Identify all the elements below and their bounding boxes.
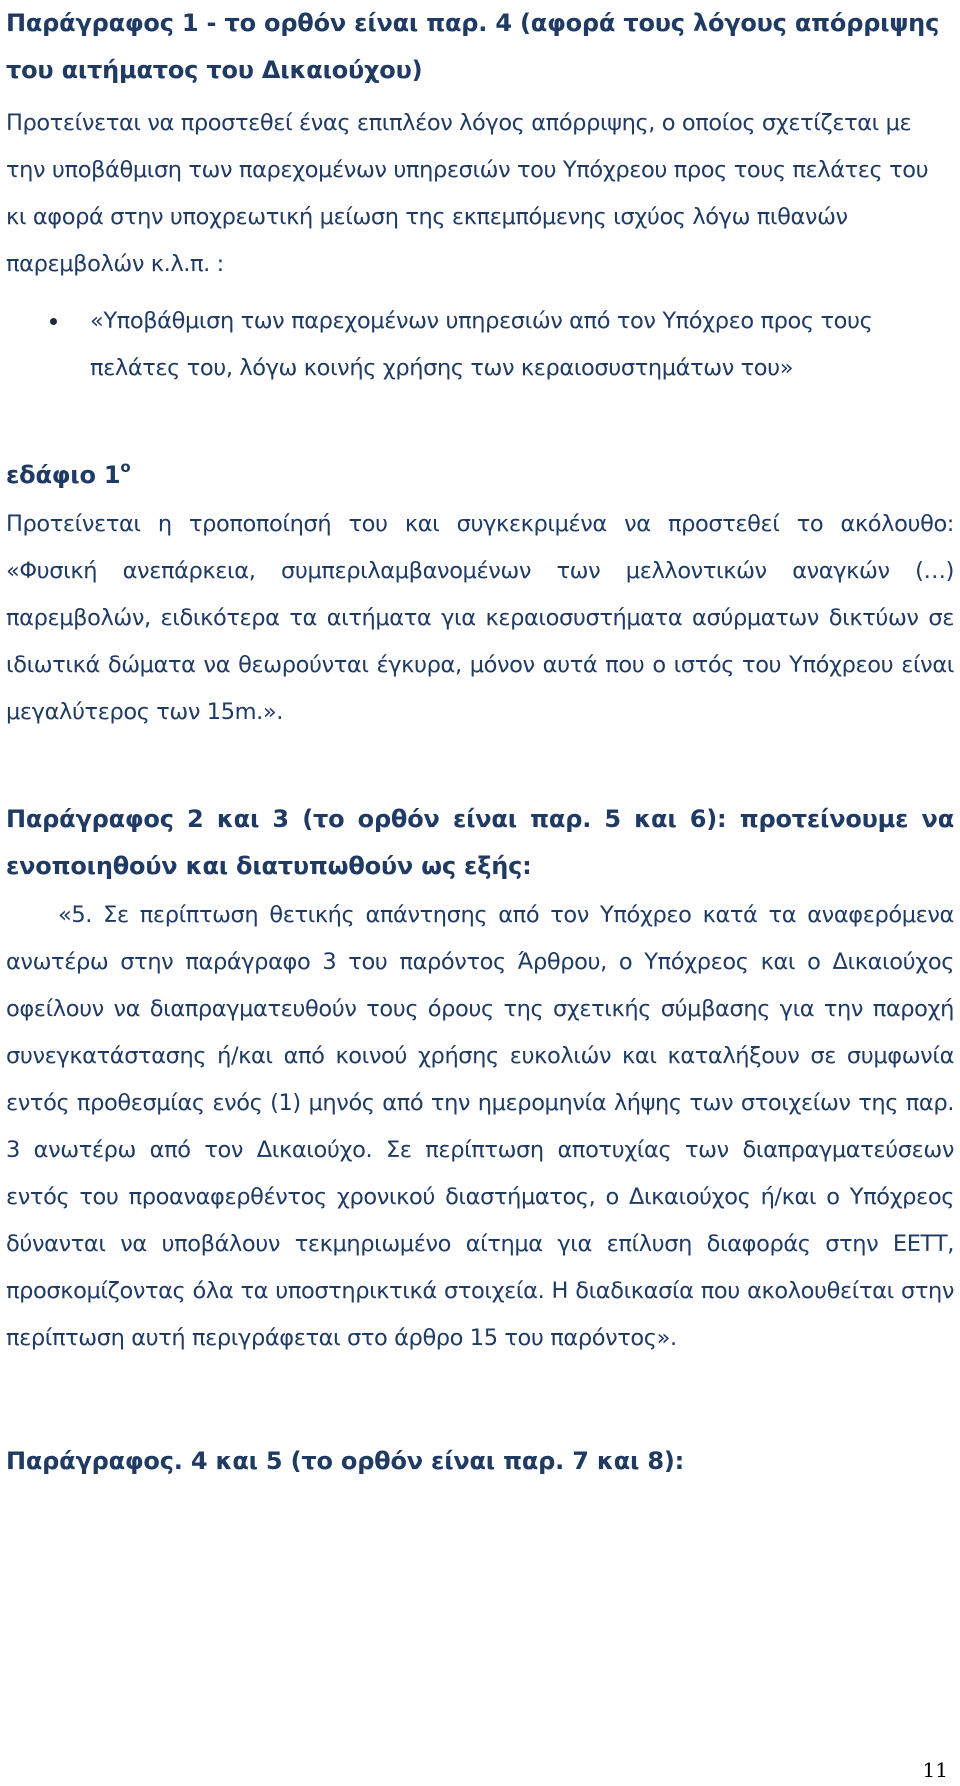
section-2-text: «5. Σε περίπτωση θετικής απάντησης από τον Υπόχρεο κατά τα αναφερόμενα ανωτέρω στην παράγραφο 3 του παρόντος Άρθρου, ο Υπόχρεος και ο Δικαιούχος οφείλουν να διαπραγματευθούν τους όρους της σχετικής σύμβασης για την παροχή συνεγκατάστασης ή/και από κοινού χρήσης ευκολιών και καταλήξουν σε συμφωνία εντός προθεσμίας ενός (1) μηνός από την ημερομηνία λήψης των στοιχείων της παρ. 3 ανωτέρω από τον Δικαιούχο. Σε περίπτωση αποτυχίας των διαπραγματεύσεων εντός του προαναφερθέντος χρονικού διαστήματος, ο Δικαιούχος ή/και ο Υπόχρεος δύνανται να υποβάλουν τεκμηριωμένο αίτημα για επίλυση διαφοράς στην ΕΕΤΤ, προσκομίζοντας όλα τα υποστηρικτικά στοιχεία. Η διαδικασία που ακολουθείται στην περίπτωση αυτή περιγράφεται στο άρθρο 15 του παρόντος». [6, 902, 954, 1351]
bullet-text: «Υποβάθμιση των παρεχομένων υπηρεσιών από τον Υπόχρεο προς τους πελάτες του, λόγω κοινής χρήσης των κεραιοσυστημάτων του» [90, 308, 873, 381]
document-page [6, 0, 954, 1485]
page-number: 11 [922, 1758, 948, 1782]
section-heading-paragraph-4-5: Παράγραφος. 4 και 5 (το ορθόν είναι παρ. 7 και 8): [6, 1447, 684, 1475]
bullet-icon [50, 318, 57, 325]
subsection-text: Προτείνεται η τροποποίησή του και συγκεκριμένα να προστεθεί το ακόλουθο: «Φυσική ανεπάρκεια, συμπεριλαμβανομένων των μελλοντικών αναγκών (…) παρεμβολών, ειδικότερα τα αιτήματα για κεραιοσυστήματα ασύρματων δικτύων σε ιδιωτικά δώματα να θεωρούνται έγκυρα, μόνον αυτά που ο ιστός του Υπόχρεου είναι μεγαλύτερος των 15m.». [6, 511, 954, 725]
list-item [6, 298, 954, 392]
section-heading-paragraph-1: Παράγραφος 1 - το ορθόν είναι παρ. 4 (αφορά τους λόγους απόρριψης του αιτήματος του Δικαιούχου) [6, 9, 940, 84]
section-heading-paragraph-2-3: Παράγραφος 2 και 3 (το ορθόν είναι παρ. 5 και 6): προτείνουμε να ενοποιηθούν και διατυπωθούν ως εξής: [6, 805, 954, 880]
bullet-list [6, 298, 954, 392]
subsection-heading [6, 452, 954, 499]
subsection-heading-text: εδάφιο 1 [6, 461, 121, 489]
subsection-heading-superscript: ο [120, 458, 131, 476]
section-intro-text: Προτείνεται να προστεθεί ένας επιπλέον λόγος απόρριψης, ο οποίος σχετίζεται με την υποβάθμιση των παρεχομένων υπηρεσιών του Υπόχρεου προς τους πελάτες του κι αφορά στην υποχρεωτική μείωση της εκπεμπόμενης ισχύος λόγω πιθανών παρεμβολών κ.λ.π. : [6, 110, 929, 277]
